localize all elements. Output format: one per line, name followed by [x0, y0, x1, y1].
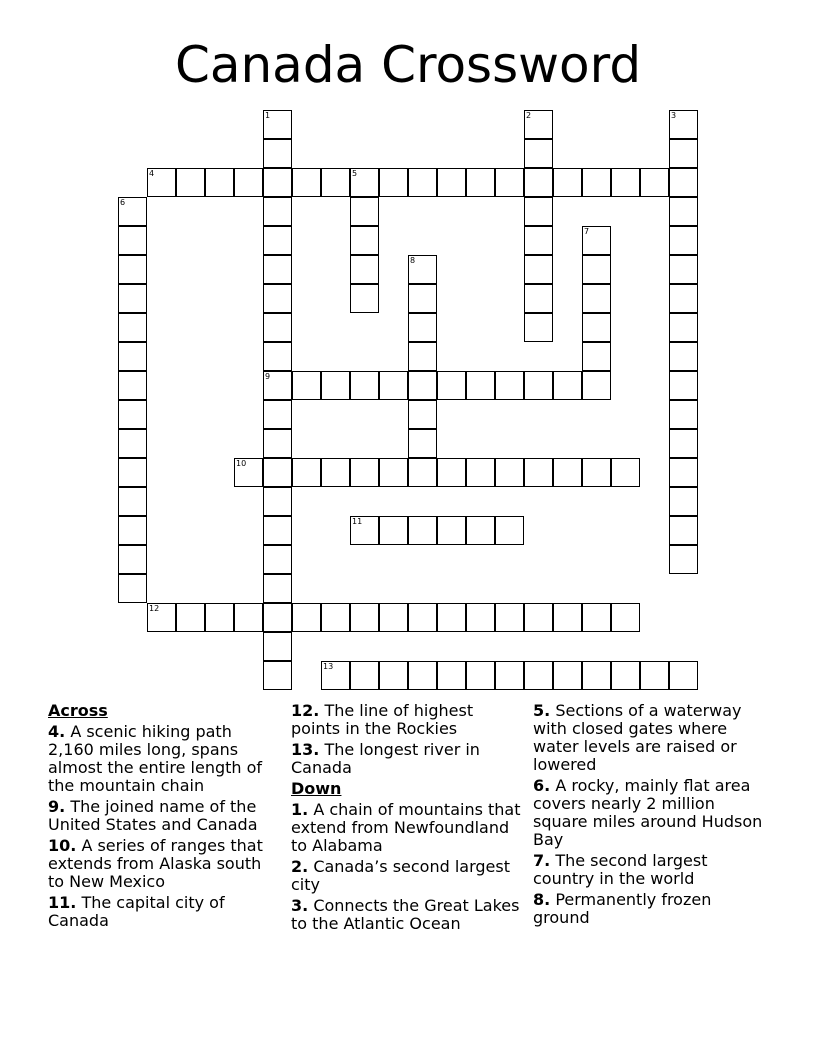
grid-cell[interactable]: [669, 168, 698, 197]
grid-cell[interactable]: [437, 371, 466, 400]
grid-cell[interactable]: [582, 226, 611, 255]
clue-down-8: 8. Permanently frozen ground: [533, 890, 712, 927]
clue-down-7: 7. The second largest country in the world: [533, 851, 708, 888]
clue-across-10: 10. A series of ranges that extends from Alaska south to New Mexico: [48, 836, 263, 891]
grid-cell[interactable]: [466, 661, 495, 690]
grid-cell[interactable]: [350, 603, 379, 632]
grid-cell[interactable]: [611, 458, 640, 487]
grid-cell[interactable]: [292, 371, 321, 400]
grid-cell[interactable]: [379, 603, 408, 632]
grid-cell[interactable]: [292, 458, 321, 487]
grid-cell[interactable]: [495, 168, 524, 197]
grid-cell[interactable]: [524, 458, 553, 487]
grid-cell[interactable]: [292, 168, 321, 197]
grid-cell[interactable]: [669, 545, 698, 574]
clue-column-1: [48, 702, 280, 933]
grid-cell[interactable]: [350, 226, 379, 255]
grid-cell[interactable]: [118, 400, 147, 429]
clue-number: 3: [671, 111, 677, 120]
grid-cell[interactable]: [176, 168, 205, 197]
clue-number: 10: [236, 459, 247, 468]
grid-cell[interactable]: [669, 371, 698, 400]
grid-cell[interactable]: [263, 487, 292, 516]
grid-cell[interactable]: [118, 545, 147, 574]
grid-cell[interactable]: [582, 603, 611, 632]
grid-cell[interactable]: [466, 516, 495, 545]
grid-cell[interactable]: [669, 226, 698, 255]
grid-cell[interactable]: [524, 226, 553, 255]
grid-cell[interactable]: [524, 255, 553, 284]
grid-cell[interactable]: [669, 197, 698, 226]
grid-cell[interactable]: [466, 603, 495, 632]
grid-cell[interactable]: [524, 197, 553, 226]
grid-cell[interactable]: [553, 168, 582, 197]
grid-cell[interactable]: [118, 313, 147, 342]
grid-cell[interactable]: [263, 603, 292, 632]
grid-cell[interactable]: [437, 458, 466, 487]
clue-number: 2: [526, 111, 532, 120]
grid-cell[interactable]: [553, 661, 582, 690]
grid-cell[interactable]: [495, 458, 524, 487]
grid-cell[interactable]: [408, 516, 437, 545]
grid-cell[interactable]: [611, 168, 640, 197]
grid-cell[interactable]: [263, 429, 292, 458]
grid-cell[interactable]: [263, 516, 292, 545]
grid-cell[interactable]: [118, 371, 147, 400]
grid-cell[interactable]: [321, 371, 350, 400]
grid-cell[interactable]: [669, 313, 698, 342]
grid-cell[interactable]: [437, 603, 466, 632]
grid-cell[interactable]: [553, 603, 582, 632]
grid-cell[interactable]: [524, 139, 553, 168]
grid-cell[interactable]: [582, 342, 611, 371]
grid-cell[interactable]: [408, 371, 437, 400]
grid-cell[interactable]: [118, 516, 147, 545]
grid-cell[interactable]: [147, 603, 176, 632]
grid-cell[interactable]: [118, 342, 147, 371]
grid-cell[interactable]: [350, 516, 379, 545]
grid-cell[interactable]: [408, 458, 437, 487]
clue-number: 11: [352, 517, 363, 526]
grid-cell[interactable]: [640, 661, 669, 690]
grid-cell[interactable]: [263, 371, 292, 400]
clue-down-5: 5. Sections of a waterway with closed gates where water levels are raised or lowered: [533, 701, 742, 774]
grid-cell[interactable]: [350, 168, 379, 197]
grid-cell[interactable]: [379, 661, 408, 690]
clue-down-3: 3. Connects the Great Lakes to the Atlantic Ocean: [291, 896, 520, 933]
grid-cell[interactable]: [582, 661, 611, 690]
grid-cell[interactable]: [147, 168, 176, 197]
grid-cell[interactable]: [263, 574, 292, 603]
grid-cell[interactable]: [321, 168, 350, 197]
grid-cell[interactable]: [669, 400, 698, 429]
grid-cell[interactable]: [669, 429, 698, 458]
grid-cell[interactable]: [582, 255, 611, 284]
grid-cell[interactable]: [118, 574, 147, 603]
clue-number: 12: [149, 604, 160, 613]
grid-cell[interactable]: [379, 458, 408, 487]
grid-cell[interactable]: [495, 661, 524, 690]
grid-cell[interactable]: [669, 255, 698, 284]
grid-cell[interactable]: [524, 110, 553, 139]
grid-cell[interactable]: [408, 168, 437, 197]
grid-cell[interactable]: [669, 516, 698, 545]
grid-cell[interactable]: [292, 603, 321, 632]
grid-cell[interactable]: [118, 197, 147, 226]
across-heading: Across: [48, 701, 108, 720]
clue-across-11: 11. The capital city of Canada: [48, 893, 225, 930]
grid-cell[interactable]: [379, 516, 408, 545]
grid-cell[interactable]: [263, 458, 292, 487]
grid-cell[interactable]: [263, 197, 292, 226]
grid-cell[interactable]: [553, 458, 582, 487]
grid-cell[interactable]: [466, 168, 495, 197]
grid-cell[interactable]: [524, 284, 553, 313]
clue-across-13: 13. The longest river in Canada: [291, 740, 480, 777]
grid-cell[interactable]: [263, 661, 292, 690]
grid-cell[interactable]: [408, 661, 437, 690]
grid-cell[interactable]: [408, 400, 437, 429]
grid-cell[interactable]: [263, 342, 292, 371]
grid-cell[interactable]: [553, 371, 582, 400]
grid-cell[interactable]: [263, 545, 292, 574]
grid-cell[interactable]: [495, 371, 524, 400]
grid-cell[interactable]: [669, 139, 698, 168]
grid-cell[interactable]: [408, 342, 437, 371]
clue-number: 8: [410, 256, 416, 265]
grid-cell[interactable]: [582, 168, 611, 197]
grid-cell[interactable]: [118, 429, 147, 458]
grid-cell[interactable]: [408, 255, 437, 284]
grid-cell[interactable]: [263, 313, 292, 342]
grid-cell[interactable]: [350, 255, 379, 284]
grid-cell[interactable]: [524, 603, 553, 632]
grid-cell[interactable]: [234, 603, 263, 632]
grid-cell[interactable]: [350, 661, 379, 690]
grid-cell[interactable]: [263, 226, 292, 255]
clue-across-12: 12. The line of highest points in the Rockies: [291, 701, 474, 738]
clue-number: 4: [149, 169, 155, 178]
grid-cell[interactable]: [669, 458, 698, 487]
grid-cell[interactable]: [582, 458, 611, 487]
grid-cell[interactable]: [263, 255, 292, 284]
clue-column-3: [533, 702, 773, 930]
grid-cell[interactable]: [408, 603, 437, 632]
grid-cell[interactable]: [118, 255, 147, 284]
grid-cell[interactable]: [437, 516, 466, 545]
grid-cell[interactable]: [466, 458, 495, 487]
grid-cell[interactable]: [321, 603, 350, 632]
grid-cell[interactable]: [582, 371, 611, 400]
grid-cell[interactable]: [205, 603, 234, 632]
grid-cell[interactable]: [118, 226, 147, 255]
grid-cell[interactable]: [205, 168, 234, 197]
grid-cell[interactable]: [118, 458, 147, 487]
grid-cell[interactable]: [669, 284, 698, 313]
grid-cell[interactable]: [263, 284, 292, 313]
grid-cell[interactable]: [379, 168, 408, 197]
grid-cell[interactable]: [350, 371, 379, 400]
clue-number: 9: [265, 372, 271, 381]
grid-cell[interactable]: [350, 197, 379, 226]
clue-column-2: [291, 702, 527, 936]
grid-cell[interactable]: [495, 603, 524, 632]
grid-cell[interactable]: [437, 168, 466, 197]
clue-number: 13: [323, 662, 334, 671]
grid-cell[interactable]: [408, 284, 437, 313]
grid-cell[interactable]: [524, 661, 553, 690]
grid-cell[interactable]: [466, 371, 495, 400]
grid-cell[interactable]: [263, 139, 292, 168]
clue-number: 1: [265, 111, 271, 120]
grid-cell[interactable]: [263, 110, 292, 139]
grid-cell[interactable]: [263, 168, 292, 197]
grid-cell[interactable]: [669, 110, 698, 139]
grid-cell[interactable]: [118, 487, 147, 516]
clue-down-2: 2. Canada’s second largest city: [291, 857, 511, 894]
clue-across-9: 9. The joined name of the United States and Canada: [48, 797, 258, 834]
grid-cell[interactable]: [582, 313, 611, 342]
clue-number: 7: [584, 227, 590, 236]
grid-cell[interactable]: [524, 313, 553, 342]
grid-cell[interactable]: [437, 661, 466, 690]
grid-cell[interactable]: [669, 487, 698, 516]
grid-cell[interactable]: [611, 603, 640, 632]
clue-down-6: 6. A rocky, mainly flat area covers nearly 2 million square miles around Hudson Bay: [533, 776, 763, 849]
grid-cell[interactable]: [524, 168, 553, 197]
grid-cell[interactable]: [118, 284, 147, 313]
page-title: Canada Crossword: [174, 36, 642, 94]
grid-cell[interactable]: [611, 661, 640, 690]
clue-down-1: 1. A chain of mountains that extend from Newfoundland to Alabama: [291, 800, 521, 855]
down-heading: Down: [291, 779, 342, 798]
grid-cell[interactable]: [669, 342, 698, 371]
grid-cell[interactable]: [408, 313, 437, 342]
grid-cell[interactable]: [495, 516, 524, 545]
grid-cell[interactable]: [408, 429, 437, 458]
grid-cell[interactable]: [234, 168, 263, 197]
grid-cell[interactable]: [669, 661, 698, 690]
grid-cell[interactable]: [321, 661, 350, 690]
grid-cell[interactable]: [350, 458, 379, 487]
grid-cell[interactable]: [263, 400, 292, 429]
grid-cell[interactable]: [321, 458, 350, 487]
grid-cell[interactable]: [176, 603, 205, 632]
grid-cell[interactable]: [350, 284, 379, 313]
clue-number: 6: [120, 198, 126, 207]
clue-across-4: 4. A scenic hiking path 2,160 miles long, spans almost the entire length of the mountain chain: [48, 722, 263, 795]
grid-cell[interactable]: [640, 168, 669, 197]
grid-cell[interactable]: [263, 632, 292, 661]
grid-cell[interactable]: [582, 284, 611, 313]
clue-number: 5: [352, 169, 358, 178]
grid-cell[interactable]: [524, 371, 553, 400]
grid-cell[interactable]: [234, 458, 263, 487]
grid-cell[interactable]: [379, 371, 408, 400]
